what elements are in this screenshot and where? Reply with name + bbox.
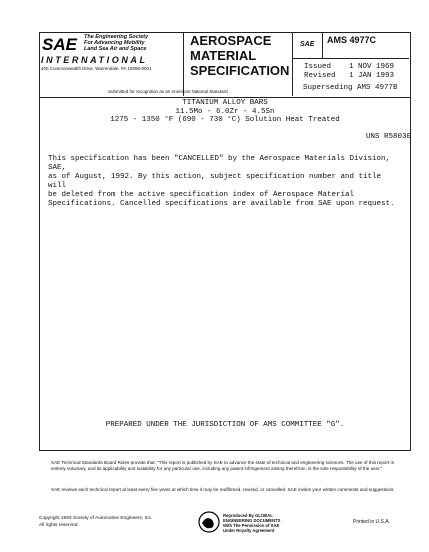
ams-number: AMS 4977C [327, 35, 377, 45]
superseding-note: Superseding AMS 4977B [303, 84, 398, 92]
technical-standards-note: SAE Technical Standards Board Rules provide that: "This report is published by SAE to advance the state of technical and engineering sciences. The use of this report is entirely voluntary, and its applicability and suitability for any particular use, including any patent infringement arising therefrom, is the sole responsibility of the user." [51, 460, 394, 471]
issued-date: Issued 1 NOV 1969 [304, 63, 395, 71]
title-line-3: 1275 - 1350 °F (690 - 730 °C) Solution Heat Treated [110, 116, 340, 124]
society-tagline: The Engineering Society For Advancing Mobility Land Sea Air and Space [84, 34, 149, 52]
header-divider-sae [322, 32, 323, 58]
sae-mark: SAE [300, 41, 315, 48]
society-address: 400 Commonwealth Drive, Warrendale, PA 15096-0001 [41, 66, 152, 71]
material-title [40, 99, 410, 125]
reproduction-stamp-text: Reproduced By GLOBAL ENGINEERING DOCUMENTS With The Permission of SAE Under Royalty Agreement [223, 513, 281, 533]
prepared-statement: PREPARED UNDER THE JURISDICTION OF AMS COMMITTEE "G". [105, 421, 345, 429]
printed-in: Printed in U.S.A. [353, 519, 390, 525]
revised-date: Revised 1 JAN 1993 [304, 72, 395, 80]
copyright: Copyright 1993 Society of Automotive Engineers, Inc. All rights reserved. [39, 516, 153, 528]
header-divider-left [183, 32, 184, 96]
content-box [39, 96, 411, 451]
sae-logo-icon [41, 34, 81, 54]
international-label: INTERNATIONAL [41, 55, 148, 65]
global-engineering-stamp-icon [198, 511, 220, 533]
submitted-note: Submitted for recognition as an American National Standard [108, 89, 228, 94]
svg-text:SAE: SAE [42, 35, 77, 54]
title-line-2: 11.5Mo - 6.0Zr - 4.5Sn [175, 107, 275, 116]
title-line-1: TITANIUM ALLOY BARS [182, 99, 268, 107]
header-divider-mid [292, 32, 293, 96]
document-type: AEROSPACE MATERIAL SPECIFICATION [190, 33, 290, 78]
header-divider-horizontal [292, 58, 409, 59]
uns-number: UNS R58030 [366, 133, 412, 141]
issue-dates [304, 63, 394, 81]
review-note: SAE reviews each technical report at least every five years at which time it may be reaffirmed, revised, or cancelled. SAE invites your written comments and suggestions. [51, 487, 395, 492]
cancellation-notice: This specification has been "CANCELLED" by the Aerospace Materials Division, SAE, as of August, 1992. By this action, subject specification number and title will be deleted from the active specification index of Aerospace Material Specifications. Cancelled specifications are available from SAE upon request. [48, 155, 395, 208]
